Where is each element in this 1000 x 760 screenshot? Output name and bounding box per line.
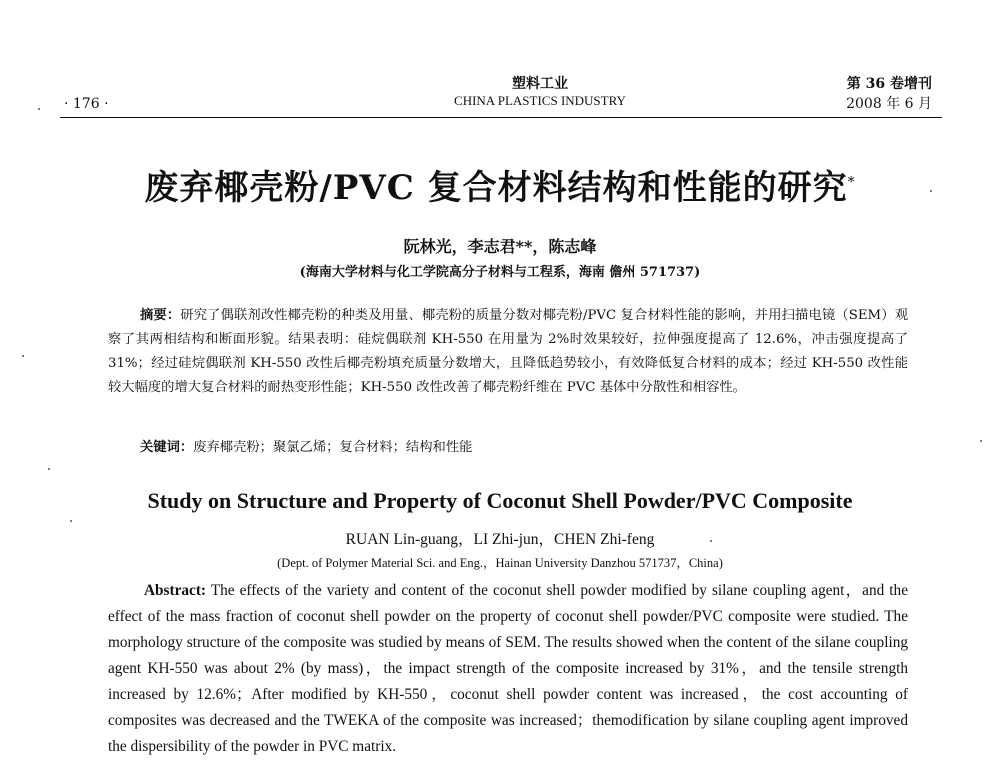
volume-label: 第 36 卷增刊 <box>846 76 932 92</box>
abstract-en <box>108 578 908 760</box>
affiliation-cn: (海南大学材料与化工学院高分子材料与工程系，海南 儋州 571737) <box>299 265 701 280</box>
scan-speck <box>710 540 712 542</box>
page-number: · 176 · <box>64 96 109 112</box>
journal-name-cn: 塑料工业 <box>512 76 568 92</box>
authors-cn: 阮林光，李志君**，陈志峰 <box>403 237 597 256</box>
abstract-en-label: Abstract: <box>144 582 207 599</box>
issue-date: 2008 年 6 月 <box>846 96 932 112</box>
scan-speck <box>22 355 24 357</box>
keywords-cn <box>140 436 908 460</box>
abstract-cn-text: 研究了偶联剂改性椰壳粉的种类及用量、椰壳粉的质量分数对椰壳粉/PVC 复合材料性能的影响，并用扫描电镜（SEM）观察了其两相结构和断面形貌。结果表明：硅烷偶联剂 KH-550 在用量为 2%时效果较好，拉伸强度提高了 12.6%，冲击强度提高了 31%；经过硅烷偶联剂 KH-550 改性后椰壳粉填充质量分数增大，且降低趋势较小，有效降低复合材料的成本；经过 KH-550 改性能较大幅度的增大复合材料的耐热变形性能；KH-550 改性改善了椰壳粉纤维在 PVC 基体中分散性和相容性。 <box>108 308 909 395</box>
scan-speck <box>930 190 932 192</box>
journal-name-en: CHINA PLASTICS INDUSTRY <box>454 93 626 108</box>
paper-title-en: Study on Structure and Property of Coconut Shell Powder/PVC Composite <box>147 488 853 513</box>
title-footnote-mark: * <box>847 174 856 191</box>
keywords-cn-text: 废弃椰壳粉；聚氯乙烯；复合材料；结构和性能 <box>193 440 473 455</box>
authors-en: RUAN Lin-guang，LI Zhi-jun，CHEN Zhi-feng <box>345 531 655 548</box>
header-divider <box>60 117 942 118</box>
affiliation-en: (Dept. of Polymer Material Sci. and Eng.，Hainan University Danzhou 571737，China) <box>277 556 723 570</box>
abstract-cn-label: 摘要： <box>140 308 181 323</box>
scan-speck <box>980 440 982 442</box>
paper-title-cn-text: 废弃椰壳粉/PVC 复合材料结构和性能的研究 <box>144 168 848 208</box>
scan-speck <box>48 468 50 470</box>
scan-speck <box>70 520 72 522</box>
abstract-cn <box>108 304 908 400</box>
abstract-en-text: The effects of the variety and content of the coconut shell powder modified by silane coupling agent，and the effect of the mass fraction of coconut shell powder on the property of coconut shell powder/PVC composite were studied. The morphology structure of the composite was studied by means of SEM. The results showed when the content of the silane coupling agent KH-550 was about 2% (by mass)，the impact strength of the composite increased by 31%，and the tensile strength increased by 12.6%；After modified by KH-550，coconut shell powder content was increased，the cost accounting of composites was decreased and the TWEKA of the composite was increased；themodification by silane coupling agent improved the dispersibility of the powder in PVC matrix. <box>108 582 908 755</box>
paper-title-cn <box>0 160 1000 209</box>
scan-speck <box>38 108 40 110</box>
keywords-cn-label: 关键词： <box>140 440 194 455</box>
